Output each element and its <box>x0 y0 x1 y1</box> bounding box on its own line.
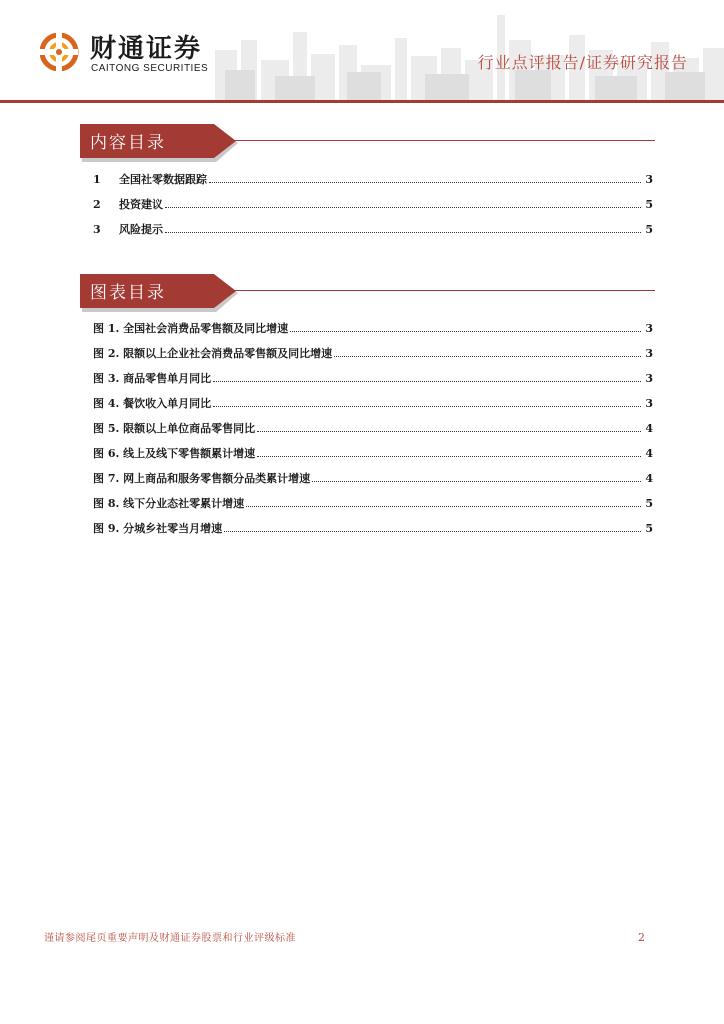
figure-entry[interactable] <box>93 421 653 437</box>
figure-entry-page: 3 <box>645 322 653 335</box>
toc-entry[interactable] <box>93 222 653 238</box>
figure-entry-title: 图 4. 餐饮收入单月同比 <box>93 397 212 410</box>
brand-name-cn: 财通证券 <box>90 34 203 64</box>
report-type-label: 行业点评报告/证券研究报告 <box>477 53 688 72</box>
contents-section-header <box>80 124 655 162</box>
figure-entry-title: 图 1. 全国社会消费品零售额及同比增速 <box>93 322 289 335</box>
footer-disclaimer: 谨请参阅尾页重要声明及财通证券股票和行业评级标准 <box>44 933 296 944</box>
figure-entry[interactable] <box>93 471 653 487</box>
figure-entry[interactable] <box>93 396 653 412</box>
toc-dot-leader <box>334 355 641 357</box>
figure-entry-page: 4 <box>645 422 653 435</box>
toc-entry-number: 2 <box>93 198 101 211</box>
toc-dot-leader <box>257 455 641 457</box>
toc-entry-title: 投资建议 <box>119 198 163 211</box>
section-rule <box>230 290 655 291</box>
header-divider <box>0 100 724 103</box>
figure-entry-page: 3 <box>645 372 653 385</box>
figure-entry-page: 5 <box>645 497 653 510</box>
toc-entry-number: 1 <box>93 173 101 186</box>
figure-entry-title: 图 5. 限额以上单位商品零售同比 <box>93 422 256 435</box>
toc-dot-leader <box>165 206 641 208</box>
figure-entry[interactable] <box>93 371 653 387</box>
toc-dot-leader <box>213 380 641 382</box>
figure-entry-title: 图 6. 线上及线下零售额累计增速 <box>93 447 256 460</box>
toc-entry[interactable] <box>93 172 653 188</box>
figure-entry-title: 图 7. 网上商品和服务零售额分品类累计增速 <box>93 472 311 485</box>
toc-dot-leader <box>224 530 641 532</box>
toc-entry[interactable] <box>93 197 653 213</box>
page-number: 2 <box>638 931 645 944</box>
toc-dot-leader <box>209 181 641 183</box>
figure-entry-page: 4 <box>645 447 653 460</box>
section-rule <box>230 140 655 141</box>
figure-entry-title: 图 9. 分城乡社零当月增速 <box>93 522 223 535</box>
figure-entry-page: 3 <box>645 347 653 360</box>
figure-entry-title: 图 3. 商品零售单月同比 <box>93 372 212 385</box>
figure-entry-page: 3 <box>645 397 653 410</box>
figure-entry[interactable] <box>93 346 653 362</box>
figure-entry[interactable] <box>93 496 653 512</box>
figure-entry-title: 图 2. 限额以上企业社会消费品零售额及同比增速 <box>93 347 333 360</box>
figures-title: 图表目录 <box>90 283 166 303</box>
figure-entry[interactable] <box>93 521 653 537</box>
toc-entry-page: 3 <box>645 173 653 186</box>
brand-name-en: CAITONG SECURITIES <box>91 63 209 74</box>
toc-entry-title: 全国社零数据跟踪 <box>119 173 207 186</box>
toc-dot-leader <box>312 480 641 482</box>
contents-title: 内容目录 <box>90 133 166 153</box>
toc-entry-number: 3 <box>93 223 101 236</box>
toc-entry-page: 5 <box>645 198 653 211</box>
figure-entry[interactable] <box>93 446 653 462</box>
toc-dot-leader <box>290 330 641 332</box>
toc-dot-leader <box>246 505 641 507</box>
figure-entry-page: 5 <box>645 522 653 535</box>
toc-dot-leader <box>257 430 641 432</box>
toc-dot-leader <box>213 405 641 407</box>
toc-entry-title: 风险提示 <box>119 223 163 236</box>
figures-section-header <box>80 274 655 312</box>
page-header <box>0 0 724 106</box>
caitong-logo-icon <box>40 33 84 71</box>
toc-entry-page: 5 <box>645 223 653 236</box>
figure-entry-page: 4 <box>645 472 653 485</box>
toc-dot-leader <box>165 231 641 233</box>
figure-entry[interactable] <box>93 321 653 337</box>
figure-entry-title: 图 8. 线下分业态社零累计增速 <box>93 497 245 510</box>
